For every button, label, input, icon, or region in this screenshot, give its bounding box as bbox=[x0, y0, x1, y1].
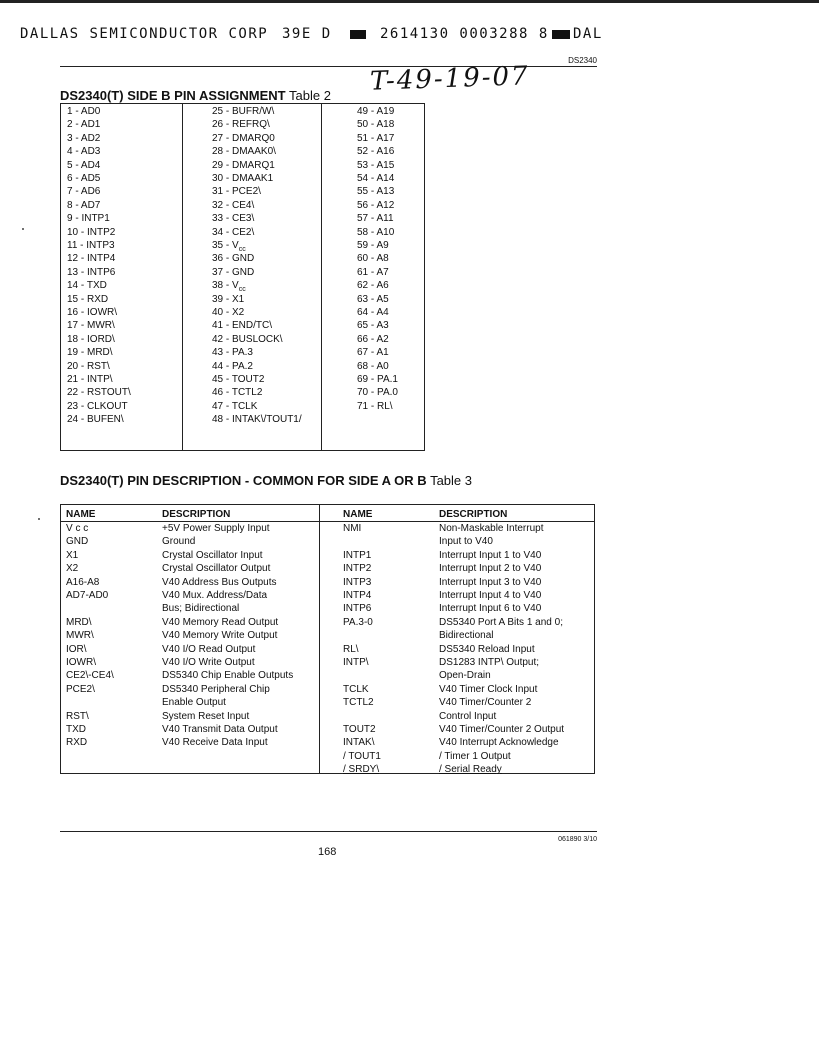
signal-description: DS5340 Port A Bits 1 and 0; bbox=[439, 616, 563, 628]
table2-title bbox=[60, 88, 331, 103]
pin-entry: 39 - X1 bbox=[212, 293, 245, 305]
signal-description: Input to V40 bbox=[439, 536, 493, 548]
pin-entry: 36 - GND bbox=[212, 253, 255, 265]
signal-name: X1 bbox=[66, 549, 79, 561]
signal-name: TCTL2 bbox=[343, 697, 374, 709]
signal-description: V40 I/O Write Output bbox=[162, 657, 255, 668]
signal-name: CE2\-CE4\ bbox=[66, 670, 114, 682]
pin-entry: 71 - RL\ bbox=[357, 400, 393, 412]
signal-description: V40 Mux. Address/Data bbox=[162, 590, 268, 601]
pin-entry: 10 - INTP2 bbox=[67, 226, 116, 238]
signal-description: System Reset Input bbox=[162, 710, 250, 722]
signal-description: Control Input bbox=[439, 710, 497, 722]
signal-description: Interrupt Input 6 to V40 bbox=[439, 603, 542, 615]
pin-entry: 40 - X2 bbox=[212, 307, 245, 318]
signal-name: X2 bbox=[66, 563, 79, 575]
description-header: DESCRIPTION bbox=[162, 509, 231, 520]
pin-entry: 57 - A11 bbox=[357, 213, 394, 225]
signal-description: Crystal Oscillator Output bbox=[162, 563, 271, 575]
pin-entry: 37 - GND bbox=[212, 266, 255, 278]
pin-entry: 8 - AD7 bbox=[67, 199, 101, 211]
pin-entry: 25 - BUFR/W\ bbox=[212, 106, 275, 117]
signal-description: V40 Memory Read Output bbox=[162, 616, 279, 628]
pin-entry: 34 - CE2\ bbox=[212, 226, 255, 238]
pin-entry: 48 - INTAK\/TOUT1/ bbox=[212, 414, 302, 426]
scan-speck bbox=[38, 518, 40, 520]
pin-entry: 31 - PCE2\ bbox=[212, 186, 261, 198]
pin-entry: 51 - A17 bbox=[357, 132, 395, 144]
pin-entry: 24 - BUFEN\ bbox=[67, 414, 124, 426]
pin-entry: 27 - DMARQ0 bbox=[212, 132, 275, 144]
signal-description: Open-Drain bbox=[439, 670, 491, 682]
pin-entry: 69 - PA.1 bbox=[357, 374, 398, 385]
signal-description: DS1283 INTP\ Output; bbox=[439, 657, 540, 668]
pin-column-2 bbox=[182, 104, 322, 450]
description-header: DESCRIPTION bbox=[439, 509, 508, 520]
pin-entry: 32 - CE4\ bbox=[212, 199, 255, 211]
name-header: NAME bbox=[343, 509, 373, 520]
signal-name: MRD\ bbox=[66, 616, 92, 628]
signal-name: / TOUT1 bbox=[343, 750, 381, 762]
signal-name: MWR\ bbox=[66, 630, 94, 642]
pin-subscript: cc bbox=[238, 286, 246, 294]
signal-description: V40 Address Bus Outputs bbox=[162, 576, 277, 588]
signal-description: Interrupt Input 4 to V40 bbox=[439, 590, 542, 601]
footer-rule bbox=[60, 831, 597, 832]
signal-name: RXD bbox=[66, 737, 88, 749]
signal-name: IOR\ bbox=[66, 643, 87, 655]
signal-description: DS5340 Reload Input bbox=[439, 643, 535, 655]
pin-entry: 52 - A16 bbox=[357, 146, 395, 158]
pin-entry: 13 - INTP6 bbox=[67, 266, 116, 278]
signal-description: Crystal Oscillator Input bbox=[162, 549, 263, 561]
signal-description: V40 Timer Clock Input bbox=[439, 683, 538, 695]
table3-title-bold: DS2340(T) PIN DESCRIPTION - COMMON FOR SIDE A OR B bbox=[60, 473, 427, 488]
pin-entry: 68 - A0 bbox=[357, 360, 389, 372]
pin-entry: 19 - MRD\ bbox=[67, 347, 113, 359]
pin-entry: 54 - A14 bbox=[357, 173, 395, 184]
pin-entry: 64 - A4 bbox=[357, 307, 389, 318]
pin-column-1 bbox=[61, 104, 183, 450]
barcode-block-icon bbox=[350, 26, 366, 42]
pin-entry: 18 - IORD\ bbox=[67, 333, 115, 345]
pin-entry: 17 - MWR\ bbox=[67, 320, 115, 332]
pin-entry: 5 - AD4 bbox=[67, 159, 101, 171]
pin-entry: 58 - A10 bbox=[357, 226, 395, 238]
signal-name: / SRDY\ bbox=[343, 764, 380, 776]
footer-code: 061890 3/10 bbox=[558, 836, 597, 843]
header-code: 39E D bbox=[282, 26, 332, 42]
table3-title bbox=[60, 473, 472, 488]
signal-name: RST\ bbox=[66, 710, 89, 722]
pin-entry: $38 - V_{cc}$ bbox=[212, 280, 246, 294]
pin-entry: $35 - V_{cc}$ bbox=[212, 240, 246, 253]
signal-description: Bus; Bidirectional bbox=[162, 603, 240, 615]
signal-name: INTP6 bbox=[343, 603, 372, 615]
pin-entry: 29 - DMARQ1 bbox=[212, 159, 275, 171]
signal-description: V40 Interrupt Acknowledge bbox=[439, 737, 559, 749]
page-number: 168 bbox=[318, 846, 337, 858]
pin-entry: 55 - A13 bbox=[357, 186, 395, 198]
pin-entry: 12 - INTP4 bbox=[67, 253, 116, 265]
pin-entry: 49 - A19 bbox=[357, 106, 395, 117]
signal-name: PCE2\ bbox=[66, 683, 95, 695]
signal-description: V40 Transmit Data Output bbox=[162, 724, 278, 735]
pin-column-3 bbox=[321, 104, 425, 450]
pin-entry: 60 - A8 bbox=[357, 253, 389, 265]
signal-name: INTAK\ bbox=[343, 737, 375, 749]
signal-name: TCLK bbox=[343, 683, 369, 695]
signal-name: INTP\ bbox=[343, 657, 369, 668]
pin-entry: 53 - A15 bbox=[357, 159, 395, 171]
pin-entry: 42 - BUSLOCK\ bbox=[212, 333, 283, 345]
signal-description: V40 I/O Read Output bbox=[162, 643, 256, 655]
signal-description: V40 Timer/Counter 2 Output bbox=[439, 724, 565, 735]
signal-description: DS5340 Chip Enable Outputs bbox=[162, 670, 294, 682]
document-number: DS2340 bbox=[568, 56, 597, 65]
pin-entry: 66 - A2 bbox=[357, 333, 389, 345]
signal-description: DS5340 Peripheral Chip bbox=[162, 683, 270, 695]
pin-entry: 50 - A18 bbox=[357, 119, 395, 131]
pin-entry: 65 - A3 bbox=[357, 320, 389, 332]
header-company: DALLAS SEMICONDUCTOR CORP bbox=[20, 26, 269, 42]
pin-entry: 6 - AD5 bbox=[67, 173, 101, 184]
pin-description-table bbox=[60, 504, 595, 774]
signal-name: GND bbox=[66, 536, 89, 548]
table3-title-rest: Table 3 bbox=[426, 473, 472, 488]
pin-entry: 20 - RST\ bbox=[67, 360, 110, 372]
description-column-left bbox=[61, 505, 320, 773]
signal-description: V40 Receive Data Input bbox=[162, 737, 268, 749]
signal-description: V40 Timer/Counter 2 bbox=[439, 697, 532, 709]
pin-subscript: cc bbox=[238, 246, 246, 253]
signal-name: PA.3-0 bbox=[343, 616, 373, 628]
pin-entry: 7 - AD6 bbox=[67, 186, 101, 198]
signal-name: INTP2 bbox=[343, 563, 372, 575]
pin-entry: 70 - PA.0 bbox=[357, 387, 398, 399]
pin-entry: 30 - DMAAK1 bbox=[212, 173, 274, 184]
pin-entry: 44 - PA.2 bbox=[212, 360, 253, 372]
table2-title-bold: DS2340(T) SIDE B PIN ASSIGNMENT bbox=[60, 88, 286, 103]
barcode-block-icon bbox=[552, 26, 570, 42]
header-tail: DAL bbox=[573, 26, 603, 42]
signal-description: Enable Output bbox=[162, 697, 226, 709]
signal-name: INTP4 bbox=[343, 590, 372, 601]
signal-name: A16-A8 bbox=[66, 576, 100, 588]
handwritten-note: T-49-19-07 bbox=[369, 61, 531, 97]
pin-entry: 46 - TCTL2 bbox=[212, 387, 263, 399]
signal-name: TOUT2 bbox=[343, 724, 376, 735]
pin-entry: 61 - A7 bbox=[357, 266, 389, 278]
pin-entry: 67 - A1 bbox=[357, 347, 389, 359]
pin-entry: 41 - END/TC\ bbox=[212, 320, 273, 332]
pin-entry: 62 - A6 bbox=[357, 280, 389, 292]
top-edge-line bbox=[0, 0, 819, 3]
signal-name: IOWR\ bbox=[66, 657, 96, 668]
pin-entry: 56 - A12 bbox=[357, 199, 395, 211]
pin-entry: 21 - INTP\ bbox=[67, 374, 113, 385]
pin-entry: 33 - CE3\ bbox=[212, 213, 255, 225]
pin-entry: 16 - IOWR\ bbox=[67, 307, 118, 318]
signal-name: TXD bbox=[66, 724, 86, 735]
pin-entry: 2 - AD1 bbox=[67, 119, 101, 131]
scan-header bbox=[20, 26, 810, 48]
pin-entry: 15 - RXD bbox=[67, 293, 109, 305]
signal-description: Interrupt Input 3 to V40 bbox=[439, 576, 542, 588]
pin-entry: 47 - TCLK bbox=[212, 400, 258, 412]
signal-description: / Serial Ready bbox=[439, 764, 502, 776]
header-barcode-number: 2614130 0003288 8 bbox=[380, 26, 549, 42]
name-header: NAME bbox=[66, 509, 96, 520]
pin-entry: 45 - TOUT2 bbox=[212, 374, 265, 385]
signal-description: +5V Power Supply Input bbox=[162, 523, 270, 534]
signal-name: V c c bbox=[66, 523, 89, 534]
signal-description: Interrupt Input 2 to V40 bbox=[439, 563, 542, 575]
pin-entry: 28 - DMAAK0\ bbox=[212, 146, 276, 158]
signal-name: RL\ bbox=[343, 643, 359, 655]
pin-entry: 3 - AD2 bbox=[67, 132, 101, 144]
pin-entry: 26 - REFRQ\ bbox=[212, 119, 270, 131]
signal-name: NMI bbox=[343, 523, 362, 534]
pin-assignment-table bbox=[60, 103, 425, 451]
signal-description: Interrupt Input 1 to V40 bbox=[439, 549, 542, 561]
signal-name: INTP1 bbox=[343, 549, 372, 561]
signal-name: AD7-AD0 bbox=[66, 590, 109, 601]
pin-entry: 63 - A5 bbox=[357, 293, 389, 305]
scan-speck bbox=[22, 228, 24, 230]
pin-entry: 22 - RSTOUT\ bbox=[67, 387, 131, 399]
signal-description: V40 Memory Write Output bbox=[162, 630, 278, 642]
pin-entry: 11 - INTP3 bbox=[67, 240, 115, 251]
table2-title-rest: Table 2 bbox=[285, 88, 331, 103]
pin-entry: 23 - CLKOUT bbox=[67, 400, 128, 412]
pin-entry: 1 - AD0 bbox=[67, 106, 101, 117]
signal-description: / Timer 1 Output bbox=[439, 750, 511, 762]
pin-entry: 14 - TXD bbox=[67, 280, 107, 292]
signal-description: Non-Maskable Interrupt bbox=[439, 523, 544, 534]
pin-entry: 43 - PA.3 bbox=[212, 347, 253, 359]
pin-entry: 9 - INTP1 bbox=[67, 213, 110, 225]
signal-name: INTP3 bbox=[343, 576, 372, 588]
description-column-right bbox=[319, 505, 595, 776]
pin-entry: 4 - AD3 bbox=[67, 146, 101, 158]
pin-entry: 59 - A9 bbox=[357, 240, 389, 251]
signal-description: Ground bbox=[162, 536, 196, 548]
signal-description: Bidirectional bbox=[439, 630, 494, 642]
